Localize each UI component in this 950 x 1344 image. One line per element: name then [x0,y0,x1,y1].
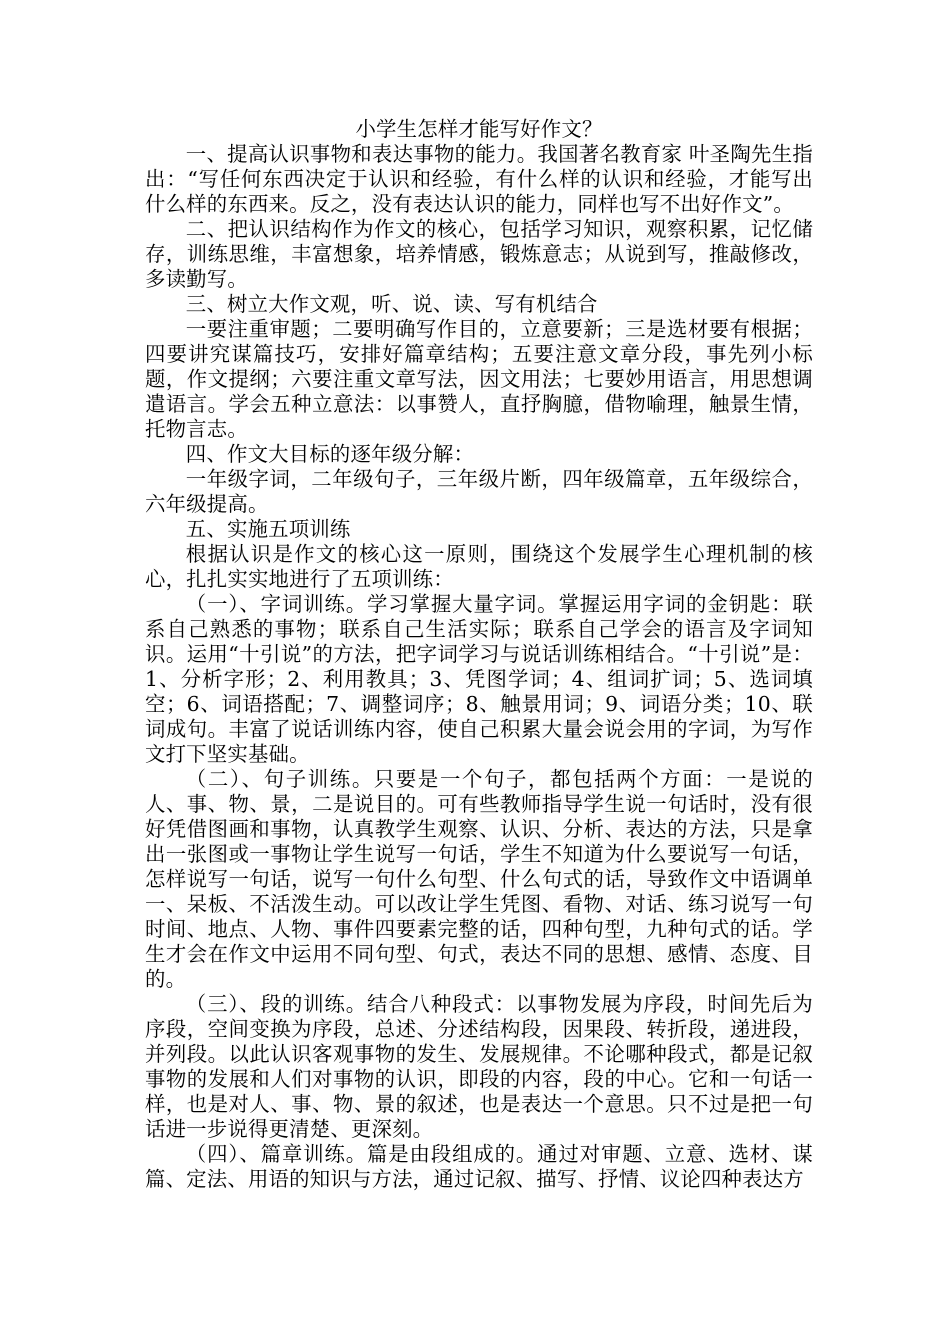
paragraph-4: 一要注重审题；二要明确写作目的，立意要新；三是选材要有根据；四要讲究谋篇技巧，安排好篇章结构；五要注意文章分段，事先列小标题，作文提纲；六要注重文章写法，因文用法；七要妙用语言，用思想调遣语言。学会五种立意法：以事赞人，直抒胸臆，借物喻理，触景生情，托物言志。 [145,317,813,441]
paragraph-9: （一）、字词训练。学习掌握大量字词。掌握运用字词的金钥匙：联系自己熟悉的事物；联系自己生活实际；联系自己学会的语言及字词知识。运用“十引说”的方法，把字词学习与说话训练相结合。“十引说”是：1、分析字形；2、利用教具；3、凭图学词；4、组词扩词；5、选词填空；6、词语搭配；7、调整词序；8、触景用词；9、词语分类；10、联词成句。丰富了说话训练内容，使自己积累大量会说会用的字词，为写作文打下坚实基础。 [145,592,813,766]
paragraph-10: （二）、句子训练。只要是一个句子，都包括两个方面：一是说的人、事、物、景，二是说目的。可有些教师指导学生说一句话时，没有很好凭借图画和事物，认真教学生观察、认识、分析、表达的方法，只是拿出一张图或一事物让学生说写一句话，学生不知道为什么要说写一句话，怎样说写一句话，说写一句什么句型、什么句式的话，导致作文中语调单一、呆板、不活泼生动。可以改让学生凭图、看物、对话、练习说写一句时间、地点、人物、事件四要素完整的话，四种句型，九种句式的话。学生才会在作文中运用不同句型、句式，表达不同的思想、感情、态度、目的。 [145,767,813,991]
paragraph-6: 一年级字词，二年级句子，三年级片断，四年级篇章，五年级综合，六年级提高。 [145,467,813,516]
paragraph-2: 二、把认识结构作为作文的核心，包括学习知识，观察积累，记忆储存，训练思维，丰富想象，培养情感，锻炼意志；从说到写，推敲修改，多读勤写。 [145,217,813,291]
paragraph-7: 五、实施五项训练 [185,517,351,541]
paragraph-12: （四）、篇章训练。篇是由段组成的。通过对审题、立意、选材、谋篇、定法、用语的知识与方法，通过记叙、描写、抒情、议论四种表达方 [145,1142,813,1191]
document-page [145,117,813,1192]
paragraph-3: 三、树立大作文观，听、说、读、写有机结合 [185,292,598,316]
paragraph-8: 根据认识是作文的核心这一原则，围绕这个发展学生心理机制的核心，扎扎实实地进行了五项训练： [145,542,813,591]
paragraph-1: 一、提高认识事物和表达事物的能力。我国著名教育家 叶圣陶先生指出：“写任何东西决定于认识和经验，有什么样的认识和经验，才能写出什么样的东西来。反之，没有表达认识的能力，同样也写不出好作文”。 [145,142,813,216]
paragraph-5: 四、作文大目标的逐年级分解： [185,442,475,466]
paragraph-11: （三）、段的训练。结合八种段式：以事物发展为序段，时间先后为序段，空间变换为序段，总述、分述结构段，因果段、转折段，递进段，并列段。以此认识客观事物的发生、发展规律。不论哪种段式，都是记叙事物的发展和人们对事物的认识，即段的内容，段的中心。它和一句话一样，也是对人、事、物、景的叙述，也是表达一个意思。只不过是把一句话进一步说得更清楚、更深刻。 [145,992,813,1141]
document-title: 小学生怎样才能写好作文？ [355,117,603,141]
